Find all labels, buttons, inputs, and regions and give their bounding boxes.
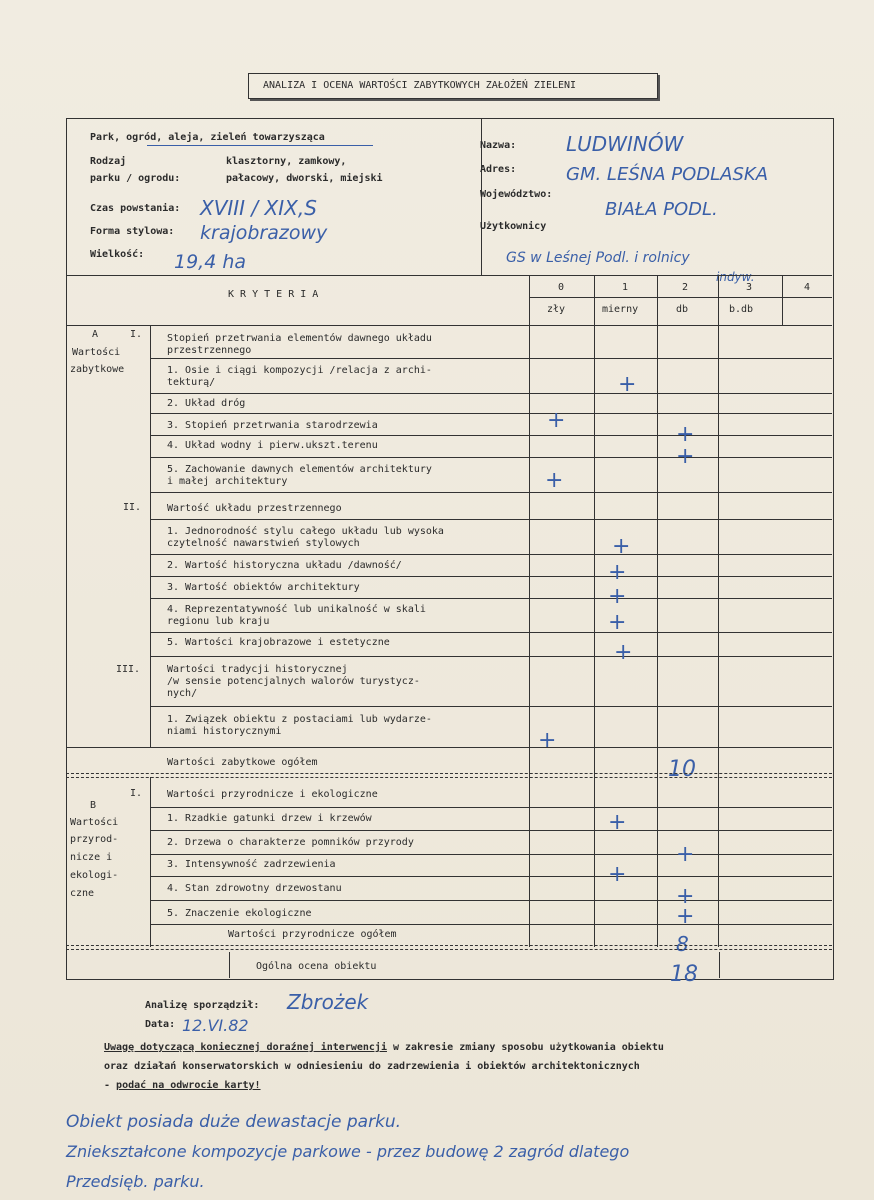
section-b-label-3: przyrod- — [70, 834, 119, 845]
scale-label-1: mierny — [602, 304, 639, 315]
row-line — [150, 358, 832, 359]
a-total-label: Wartości zabytkowe ogółem — [167, 757, 318, 768]
b-total-label: Wartości przyrodnicze ogółem — [228, 929, 397, 940]
wielkosc-label: Wielkość: — [90, 249, 145, 260]
uzyt-label: Użytkownicy — [480, 221, 547, 232]
a-g2-item-5: 5. Wartości krajobrazowe i estetyczne — [167, 637, 390, 648]
overall-label: Ogólna ocena obiektu — [256, 961, 377, 972]
uzyt-extra: indyw. — [716, 270, 755, 284]
note-line-3 — [104, 1080, 261, 1092]
a-g3-num: III. — [116, 664, 141, 675]
a-g2-item-1b: czytelność nawarstwień stylowych — [167, 538, 360, 549]
note-underlined: Uwagę dotyczącą koniecznej doraźnej interwencji — [104, 1042, 387, 1053]
a-g3-title-1: Wartości tradycji historycznej — [167, 664, 348, 675]
scale-mid-line — [529, 297, 832, 298]
mark-a3-1: + — [538, 728, 557, 753]
czas-value: XVIII / XIX,S — [200, 196, 317, 220]
a-g1-item-2: 2. Układ dróg — [167, 398, 246, 409]
scale-num-1: 1 — [622, 282, 629, 293]
col-line-0 — [529, 275, 530, 947]
row-line — [150, 807, 832, 808]
b-item-5: 5. Znaczenie ekologiczne — [167, 908, 312, 919]
row-line — [150, 457, 832, 458]
mark-a1-5: + — [545, 468, 564, 493]
hand-note-1: Obiekt posiada duże dewastacje parku. — [66, 1112, 402, 1132]
row-line — [150, 876, 832, 877]
mark-b-1: + — [608, 810, 627, 835]
woj-label: Województwo: — [480, 189, 553, 200]
col-line-1 — [594, 275, 595, 947]
parku-label: parku / ogrodu: — [90, 173, 181, 184]
a-g2-item-1a: 1. Jednorodność stylu całego układu lub wysoka — [167, 526, 444, 537]
mark-a2-5: + — [614, 640, 633, 665]
hand-note-3: Przedsięb. parku. — [66, 1172, 205, 1191]
mark-b-3: + — [608, 862, 627, 887]
section-a-label-2: Wartości — [72, 347, 121, 358]
adres-label: Adres: — [480, 164, 517, 175]
a-g2-num: II. — [123, 502, 142, 513]
section-a-top — [66, 325, 832, 326]
scale-label-0: zły — [547, 304, 566, 315]
section-b-label-2: Wartości — [70, 817, 119, 828]
mark-a1-4a: + — [676, 422, 695, 447]
col-line-3 — [718, 275, 719, 947]
row-line — [150, 854, 832, 855]
a-g3-item-1a: 1. Związek obiektu z postaciami lub wydarze- — [167, 714, 432, 725]
note-underlined-2: podać na odwrocie karty! — [116, 1080, 261, 1091]
wielkosc-value: 19,4 ha — [174, 251, 247, 273]
b-total-value: 8 — [676, 932, 689, 956]
a-g1-item-5a: 5. Zachowanie dawnych elementów architektury — [167, 464, 432, 475]
document-title: ANALIZA I OCENA WARTOŚCI ZABYTKOWYCH ZAŁOŻEŃ ZIELENI — [263, 80, 577, 91]
row-line — [150, 656, 832, 657]
a-g3-title-3: nych/ — [167, 688, 198, 699]
a-g1-item-3: 3. Stopień przetrwania starodrzewia — [167, 420, 378, 431]
scale-num-3: 3 — [746, 282, 753, 293]
a-g2-item-3: 3. Wartość obiektów architektury — [167, 582, 360, 593]
rodzaj-options-2: pałacowy, dworski, miejski — [226, 173, 383, 184]
scale-num-2: 2 — [682, 282, 689, 293]
b-item-2: 2. Drzewa o charakterze pomników przyrody — [167, 837, 414, 848]
row-line — [150, 924, 832, 925]
row-line — [150, 598, 832, 599]
criteria-title: K R Y T E R I A — [228, 289, 319, 300]
note-line-1 — [104, 1042, 664, 1054]
section-b-divider — [66, 773, 832, 778]
a-g1-num: I. — [130, 329, 143, 340]
row-line — [150, 900, 832, 901]
mark-a2-1: + — [612, 534, 631, 559]
note-dash: - — [104, 1080, 117, 1091]
mark-a2-3: + — [608, 584, 627, 609]
row-line — [150, 576, 832, 577]
uzyt-value: GS w Leśnej Podl. i rolnicy — [506, 250, 690, 266]
section-a-label-3: zabytkowe — [70, 364, 125, 375]
note-rest: w zakresie zmiany sposobu użytkowania obiektu — [386, 1042, 664, 1053]
row-line — [150, 706, 832, 707]
overall-value: 18 — [670, 962, 698, 987]
type-label: Park, ogród, aleja, zieleń towarzysząca — [90, 132, 325, 143]
a-g1-item-1b: tekturą/ — [167, 377, 216, 388]
col-line-2 — [657, 275, 658, 947]
a-g2-item-2: 2. Wartość historyczna układu /dawność/ — [167, 560, 402, 571]
row-line — [150, 830, 832, 831]
scale-num-4: 4 — [804, 282, 811, 293]
mark-b-4: + — [676, 884, 695, 909]
a-g1-title-2: przestrzennego — [167, 345, 252, 356]
b-g1-num: I. — [130, 788, 143, 799]
date-label: Data: — [145, 1019, 176, 1030]
mark-b-5: + — [676, 904, 695, 929]
rodzaj-label: Rodzaj — [90, 156, 127, 167]
date-value: 12.VI.82 — [182, 1016, 249, 1035]
b-item-4: 4. Stan zdrowotny drzewostanu — [167, 883, 342, 894]
section-overall-divider — [66, 945, 832, 950]
scale-num-0: 0 — [558, 282, 565, 293]
forma-label: Forma stylowa: — [90, 226, 175, 237]
a-g1-item-4: 4. Układ wodny i pierw.ukszt.terenu — [167, 440, 378, 451]
a-g2-item-4a: 4. Reprezentatywność lub unikalność w skali — [167, 604, 426, 615]
b-item-1: 1. Rzadkie gatunki drzew i krzewów — [167, 813, 372, 824]
section-b-label-5: ekologi- — [70, 870, 119, 881]
woj-value: BIAŁA PODL. — [605, 199, 718, 220]
a-total-value: 10 — [668, 757, 696, 782]
row-line — [150, 492, 832, 493]
sign-label: Analizę sporządził: — [145, 1000, 260, 1011]
mark-a1-1: + — [618, 372, 637, 397]
row-line — [66, 747, 832, 748]
note-line-2: oraz działań konserwatorskich w odniesieniu do zadrzewienia i obiektów architektonicznych — [104, 1061, 640, 1072]
col-line-4 — [782, 275, 783, 325]
section-b-letter: B — [90, 800, 97, 811]
row-line — [150, 632, 832, 633]
row-line — [150, 435, 832, 436]
a-g3-title-2: /w sensie potencjalnych walorów turystycz- — [167, 676, 420, 687]
b-item-3: 3. Intensywność zadrzewienia — [167, 859, 336, 870]
a-g1-title-1: Stopień przetrwania elementów dawnego układu — [167, 333, 432, 344]
czas-label: Czas powstania: — [90, 203, 181, 214]
forma-value: krajobrazowy — [200, 222, 328, 244]
sign-value: Zbrożek — [287, 990, 369, 1014]
b-g1-title: Wartości przyrodnicze i ekologiczne — [167, 789, 378, 800]
mark-b-2: + — [676, 842, 695, 867]
mark-a1-3: + — [547, 408, 566, 433]
mark-a2-4: + — [608, 610, 627, 635]
section-b-label-6: czne — [70, 888, 95, 899]
row-line — [150, 554, 832, 555]
scale-label-2: db — [676, 304, 689, 315]
scale-label-3: b.db — [729, 304, 754, 315]
adres-value: GM. LEŚNA PODLASKA — [566, 164, 769, 185]
a-g3-item-1b: niami historycznymi — [167, 726, 282, 737]
nazwa-value: LUDWINÓW — [566, 132, 684, 156]
mark-a2-2: + — [608, 560, 627, 585]
nazwa-label: Nazwa: — [480, 140, 517, 151]
section-a-letter: A — [92, 329, 99, 340]
a-g1-item-1a: 1. Osie i ciągi kompozycji /relacja z archi- — [167, 365, 432, 376]
a-g2-title: Wartość układu przestrzennego — [167, 503, 342, 514]
row-line — [150, 393, 832, 394]
mark-a1-4b: + — [676, 444, 695, 469]
a-g2-item-4b: regionu lub kraju — [167, 616, 270, 627]
row-line — [150, 413, 832, 414]
rodzaj-options-1: klasztorny, zamkowy, — [226, 156, 347, 167]
a-g1-item-5b: i małej architektury — [167, 476, 288, 487]
section-b-left — [150, 777, 151, 947]
row-line — [150, 519, 832, 520]
type-underline — [147, 145, 373, 146]
section-b-label-4: nicze i — [70, 852, 113, 863]
hand-note-2: Zniekształcone kompozycje parkowe - przez budowę 2 zagród dlatego — [66, 1142, 630, 1161]
section-a-left — [150, 325, 151, 747]
